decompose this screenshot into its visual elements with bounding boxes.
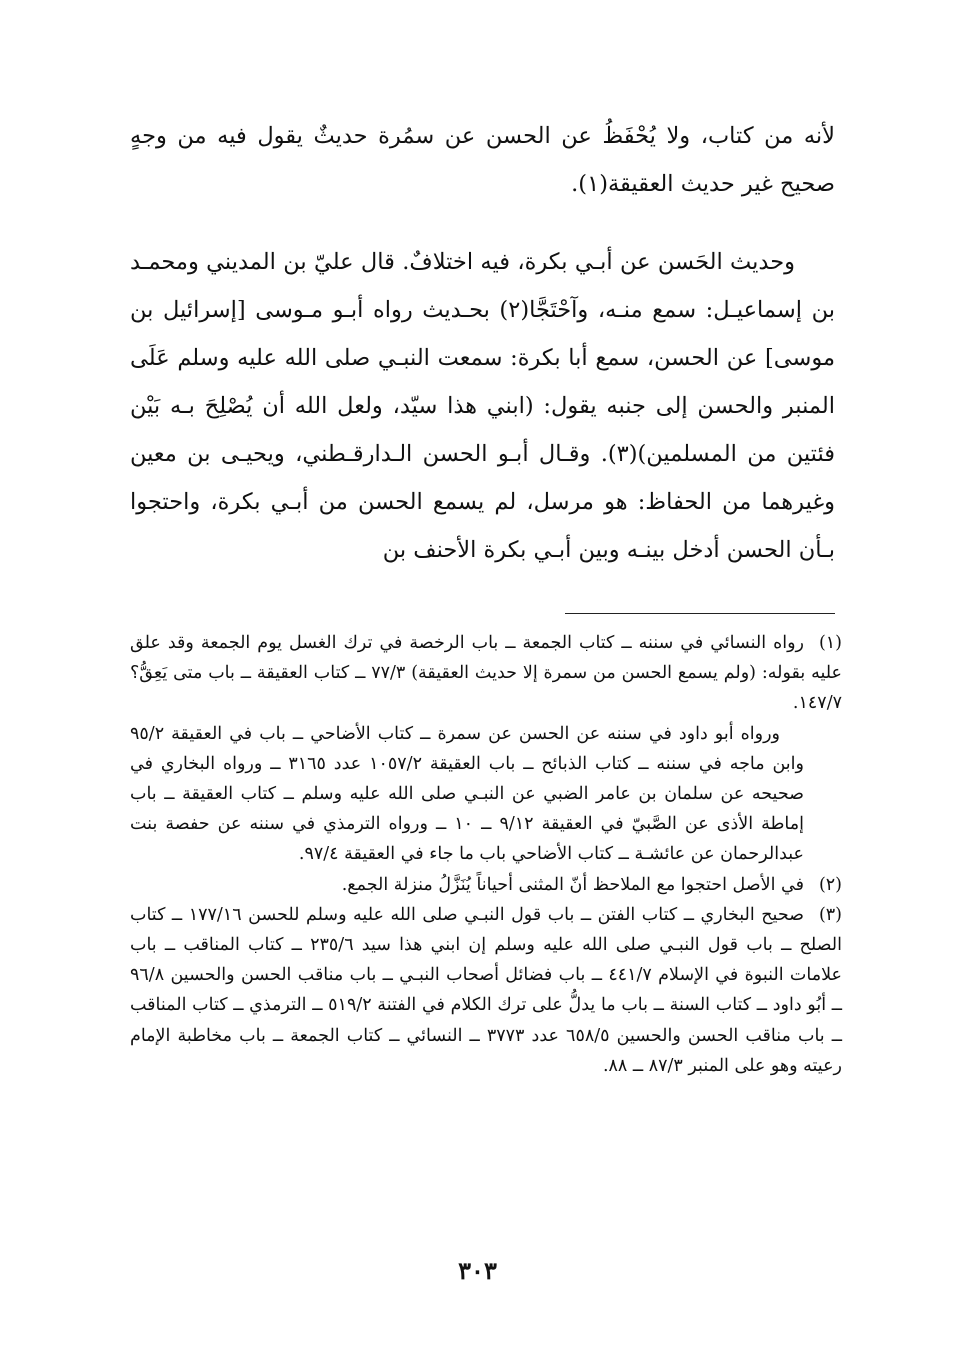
footnote-1-continuation: ورواه أبو داود في سننه عن الحسن عن سمرة ــ كتاب الأضاحي ــ باب في العقيقة ٩٥/٢ وابن ماجه في سننه ــ كتاب الذبائح ــ باب العقيقة ١٠٥٧/٢ عدد ٣١٦٥ ــ ورواه البخاري في صحيحه عن سلمان بن عامر الضبي عن النبـي صلى الله عليه وسلم ــ كتاب العقيقة ــ باب إماطة الأذى عن الصَّبيّ في العقيقة ٩/١٢ ــ ١٠ ــ ورواه الترمذي في سننه عن حفصة بنت عبدالرحمان عن عائشـة ــ كتاب الأضاحي باب ما جاء في العقيقة ٩٧/٤. (130, 723, 805, 865)
footnote-text: رواه النسائي في سننه ــ كتاب الجمعة ــ باب الرخصة في ترك الغسل يوم الجمعة وقد علق عليه بقوله: (ولم يسمع الحسن من سمرة إلا حديث العقيقة) ٧٧/٣ ــ كتاب العقيقة ــ باب متى يَعِقُّ؟ ١٤٧/٧. (130, 633, 843, 714)
paragraph-1: لأنه من كتاب، ولا يُحْفَظُ عن الحسن عن سمُرة حديثٌ يقول فيه من وجهٍ صحيح غير حديث العقيقة(١). (130, 123, 835, 197)
footnote-number: (٢) (818, 874, 842, 895)
footnote-1 (130, 628, 842, 719)
footnotes (130, 628, 842, 1081)
paragraph-2: وحديث الحَسن عن أبـي بكرة، فيه اختلافٌ. قال عليّ بن المديني ومحمـد بن إسماعيـل: سمع منـه، وآحْتَجَّا(٢) بحـديث رواه أبـو مـوسى [إسرائيل بن موسى] عن الحسن، سمع أبا بكرة: سمعت النبـي صلى الله عليه وسلم عَلَى المنبر والحسن إلى جنبه يقول: (ابني هذا سيّد، ولعل الله أن يُصْلِحَ بـه بَيْن فئتين من المسلمين)(٣). وقـال أبـو الحسن الـدارقـطني، ويحيـى بن معين وغيرهما من الحفاظ: هو مرسل، لم يسمع الحسن من أبـي بكرة، واحتجوا بـأن الحسن أدخل بينـه وبين أبـي بكرة الأحنف بن (130, 249, 835, 563)
footnote-text: في الأصل احتجوا مع الملاحظ أنّ المثنى أحياناً يُنَزَّلُ منزلة الجمع. (341, 874, 804, 895)
main-text (130, 112, 835, 574)
footnote-number: (١) (818, 633, 842, 653)
page-number: ٣٠٣ (458, 1256, 497, 1285)
footnote-text: صحيح البخاري ــ كتاب الفتن ــ باب قول النبـي صلى الله عليه وسلم للحسن ١٧٧/١٦ ــ كتاب الصلح ــ باب قول النبـي صلى الله عليه وسلم إن ابني هذا سيد ٢٣٥/٦ ــ كتاب المناقب ــ باب علامات النبوة في الإسلام ٤٤١/٧ ــ باب فضائل أصحاب النبـي ــ باب مناقب الحسن والحسين ٩٦/٨ ــ أبُو داود ــ كتاب السنة ــ باب ما يدلُّ على ترك الكلام في الفتنة ٥١٩/٢ ــ الترمذي ــ كتاب المناقب ــ باب مناقب الحسن والحسين ٦٥٨/٥ عدد ٣٧٧٣ ــ النسائي ــ كتاب الجمعة ــ باب مخاطبة الإمام رعيته وهو على المنبر ٨٧/٣ ــ ٨٨. (130, 904, 843, 1076)
footnote-separator (565, 613, 835, 614)
footnote-2 (130, 870, 842, 900)
footnote-3 (130, 900, 842, 1081)
footnote-number: (٣) (818, 904, 842, 925)
